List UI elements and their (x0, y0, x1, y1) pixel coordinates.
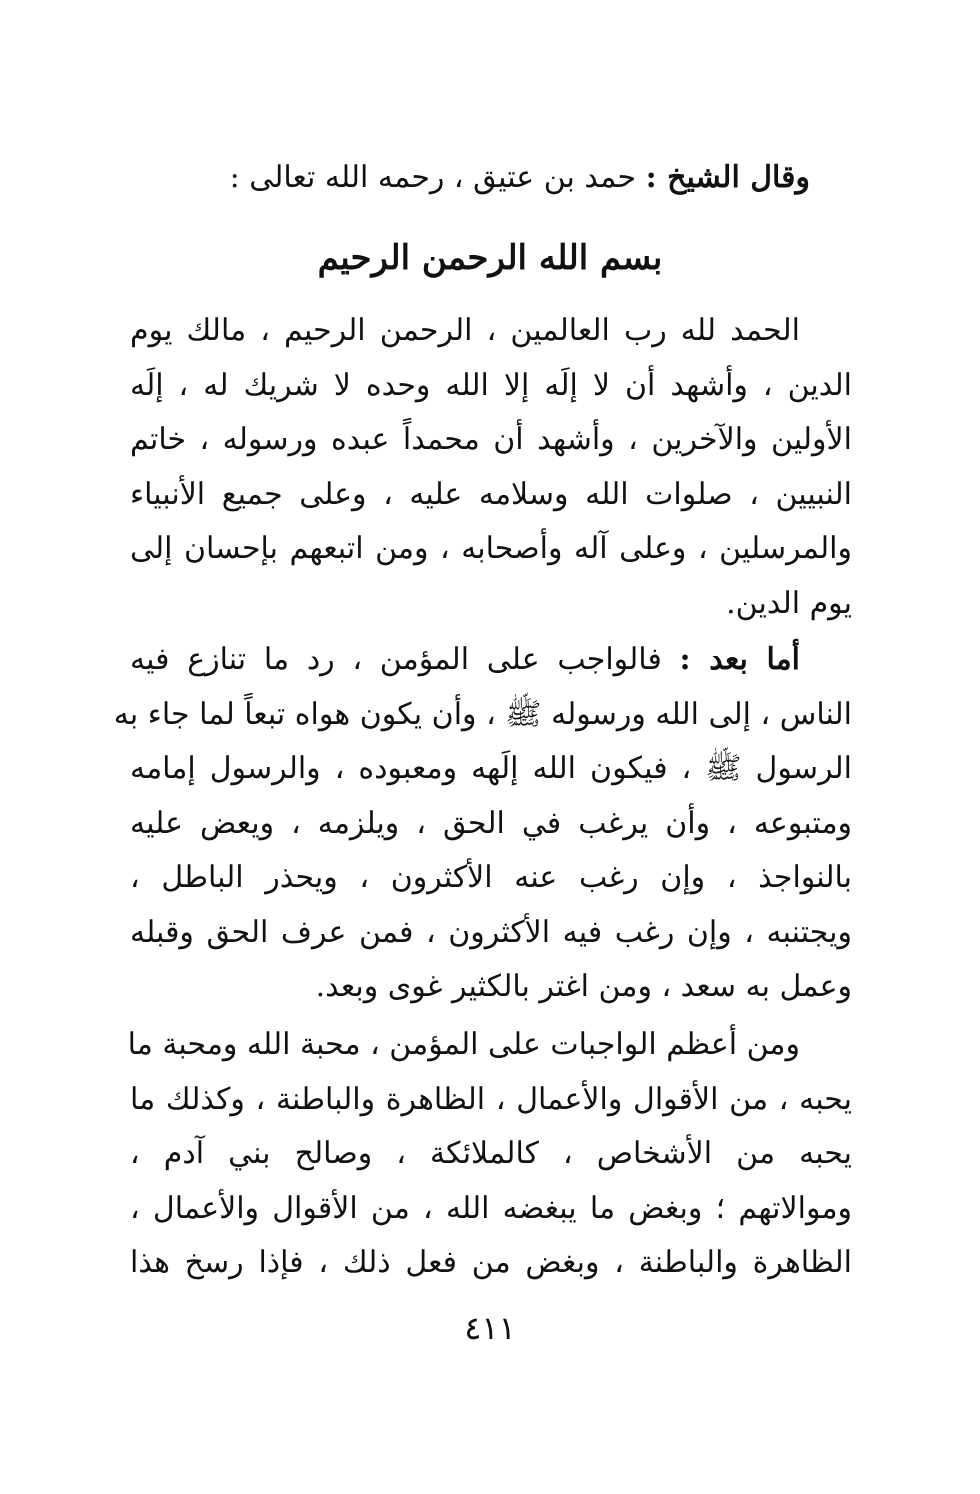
text-line: الدين ، وأشهد أن لا إلَه إلا الله وحده لا شريك له ، إلَه (130, 367, 852, 403)
text-line: يحبه من الأشخاص ، كالملائكة ، وصالح بني آدم ، (130, 1136, 852, 1171)
text-line: النبيين ، صلوات الله وسلامه عليه ، وعلى جميع الأنبياء (130, 476, 852, 512)
page-number: ٤١١ (464, 1309, 516, 1347)
text-line: والمرسلين ، وعلى آله وأصحابه ، ومن اتبعهم بإحسان إلى (130, 531, 852, 566)
text-line: بالنواجذ ، وإن رغب عنه الأكثرون ، ويحذر الباطل ، (130, 860, 852, 895)
paragraph-love-hate (127, 1018, 853, 1291)
text-line: ومن أعظم الواجبات على المؤمن ، محبة الله ومحبة ما (127, 1027, 800, 1062)
text-line: ويجتنبه ، وإن رغب فيه الأكثرون ، فمن عرف الحق وقبله (130, 914, 852, 950)
text-line: الحمد لله رب العالمين ، الرحمن الرحيم ، مالك يوم (130, 313, 800, 348)
text-line: الناس ، إلى الله ورسوله ﷺ ، وأن يكون هواه تبعاً لما جاء به (113, 696, 852, 732)
basmala-heading: بسم الله الرحمن الرحيم (317, 238, 663, 278)
text-line: الرسول ﷺ ، فيكون الله إلَهه ومعبوده ، والرسول إمامه (130, 751, 852, 786)
paragraph-lead: أما بعد : (679, 642, 800, 677)
text-line: الظاهرة والباطنة ، وبغض من فعل ذلك ، فإذا رسخ هذا (130, 1245, 852, 1280)
speaker-label: وقال الشيخ : (645, 160, 810, 195)
text-line: وعمل به سعد ، ومن اغتر بالكثير غوى وبعد. (315, 969, 852, 1004)
text-line: الأولين والآخرين ، وأشهد أن محمداً عبده ورسوله ، خاتم (130, 422, 852, 457)
text-line: ومتبوعه ، وأن يرغب في الحق ، ويلزمه ، ويعض عليه (130, 805, 852, 841)
speaker-name: حمد بن عتيق ، رحمه الله تعالى : (229, 160, 637, 195)
text-line: يوم الدين. (726, 585, 852, 621)
section-heading (130, 150, 810, 206)
paragraph-amma-baad (113, 633, 852, 1015)
text-line (130, 633, 852, 688)
text-line: وموالاتهم ؛ وبغض ما يبغضه الله ، من الأقوال والأعمال ، (130, 1190, 853, 1226)
text-line-rest: فالواجب على المؤمن ، رد ما تنازع فيه (130, 642, 662, 677)
paragraph-praise (130, 304, 852, 631)
text-line: يحبه ، من الأقوال والأعمال ، الظاهرة والباطنة ، وكذلك ما (130, 1081, 852, 1117)
